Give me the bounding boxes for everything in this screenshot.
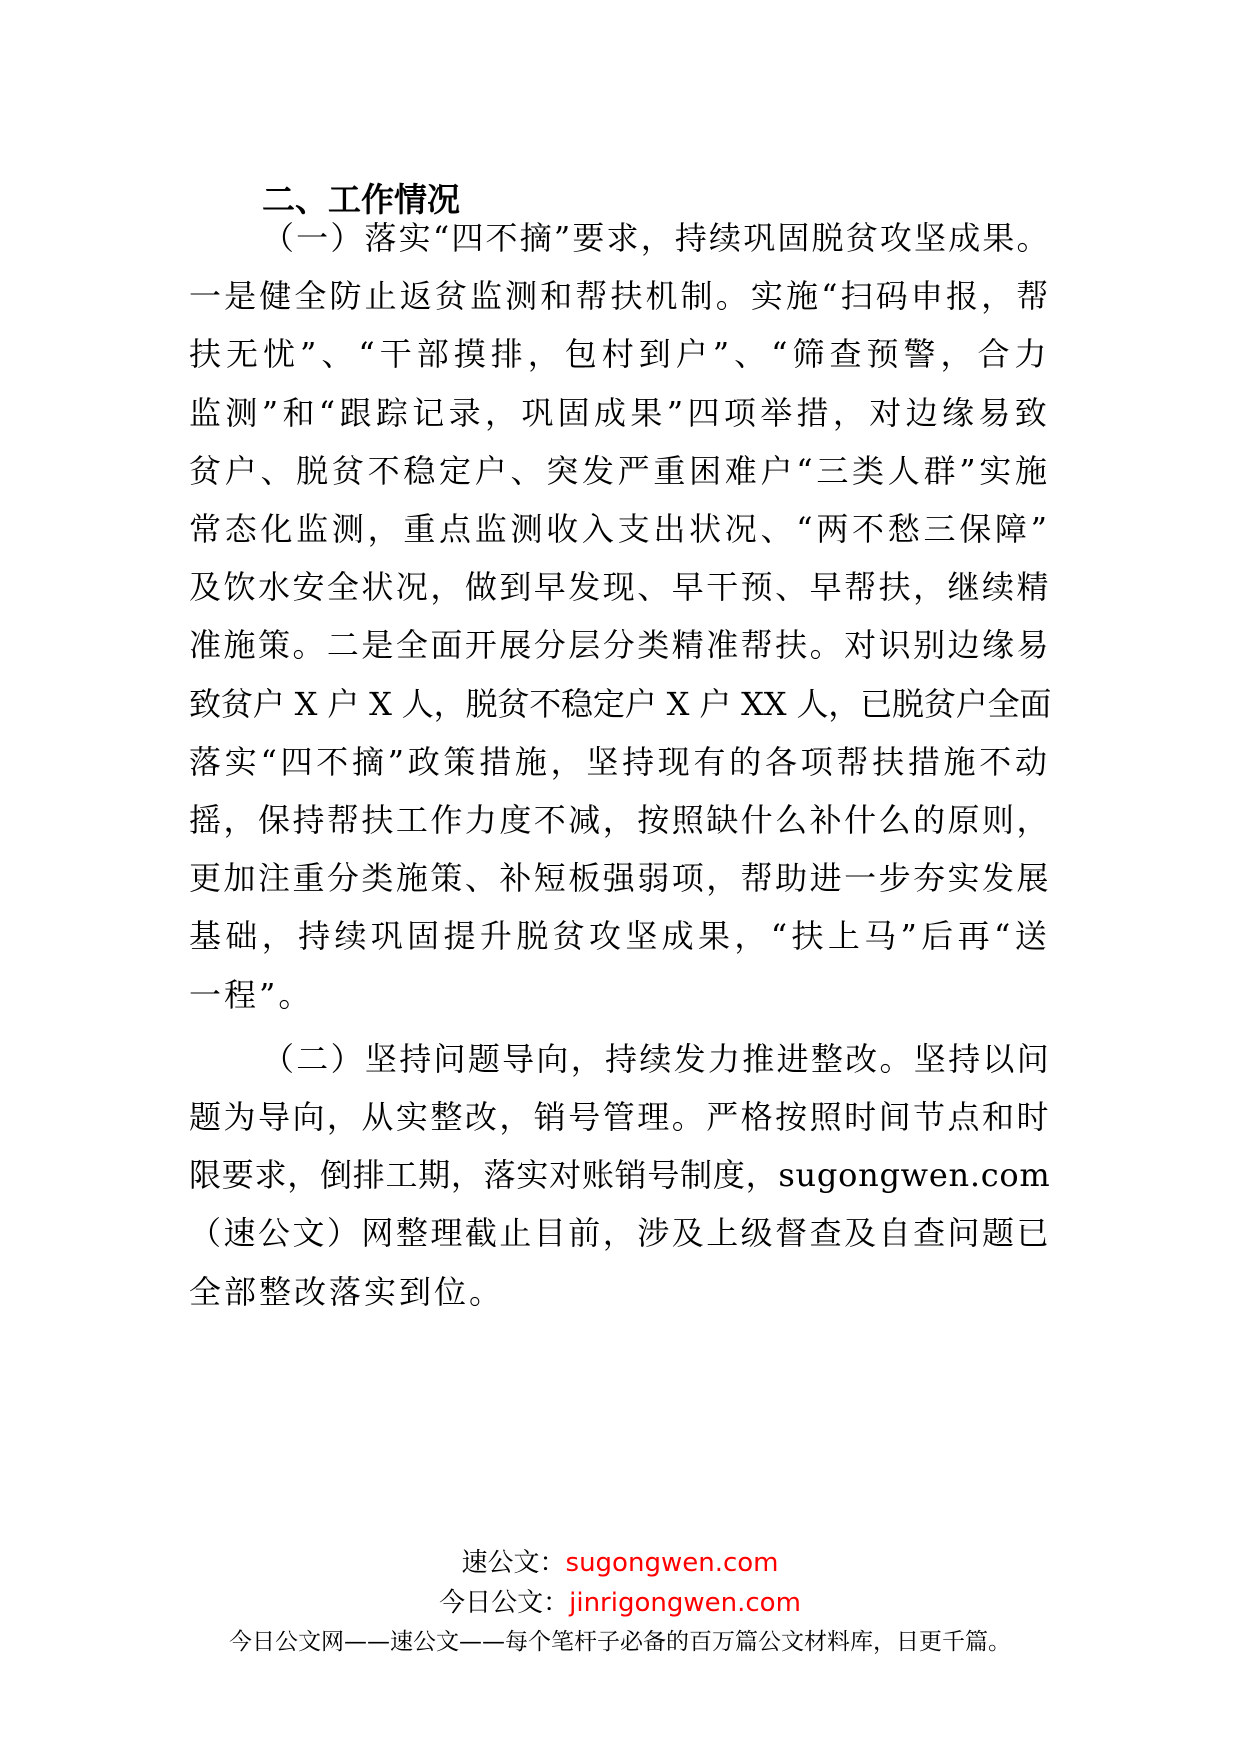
body-line: （二）坚持问题导向，持续发力推进整改。坚持以问 (262, 1039, 1052, 1078)
body-line: 监测”和“跟踪记录，巩固成果”四项举措，对边缘易致 (189, 393, 1052, 432)
footer-link-jinrigongwen[interactable]: jinrigongwen.com (569, 1588, 801, 1618)
body-line: 致贫户 X 户 X 人，脱贫不稳定户 X 户 XX 人，已脱贫户全面 (189, 684, 1052, 723)
body-line: （一）落实“四不摘”要求，持续巩固脱贫攻坚成果。 (262, 219, 1051, 257)
body-line: 更加注重分类施策、补短板强弱项，帮助进一步夯实发展 (189, 859, 1052, 898)
body-line: 一是健全防止返贫监测和帮扶机制。实施“扫码申报，帮 (189, 277, 1052, 316)
footer-jinrigongwen (0, 1585, 1240, 1621)
footer-label-sugongwen: 速公文： (461, 1548, 566, 1578)
body-line: 一程”。 (189, 975, 314, 1014)
body-line: 限要求，倒排工期，落实对账销号制度，sugongwen.com (189, 1156, 1051, 1195)
body-line: 扶无忧”、“干部摸排，包村到户”、“筛查预警，合力 (189, 335, 1052, 374)
footer-label-jinrigongwen: 今日公文： (439, 1588, 570, 1618)
body-line: 基础，持续巩固提升脱贫攻坚成果，“扶上马”后再“送 (189, 917, 1052, 956)
footer-slogan: 今日公文网——速公文——每个笔杆子必备的百万篇公文材料库，日更千篇。 (229, 1629, 1011, 1655)
body-line: （速公文）网整理截止目前，涉及上级督查及自查问题已 (189, 1214, 1052, 1253)
footer-link-sugongwen[interactable]: sugongwen.com (565, 1548, 779, 1578)
section-heading: 二、工作情况 (262, 180, 460, 219)
body-line: 常态化监测，重点监测收入支出状况、“两不愁三保障” (189, 510, 1051, 548)
body-line: 落实“四不摘”政策措施，坚持现有的各项帮扶措施不动 (189, 742, 1051, 781)
body-line: 摇，保持帮扶工作力度不减，按照缺什么补什么的原则， (189, 801, 1052, 839)
body-line: 贫户、脱贫不稳定户、突发严重困难户“三类人群”实施 (189, 451, 1051, 490)
body-line: 准施策。二是全面开展分层分类精准帮扶。对识别边缘易 (189, 626, 1052, 665)
footer-sugongwen (0, 1545, 1240, 1581)
body-line: 及饮水安全状况，做到早发现、早干预、早帮扶，继续精 (189, 568, 1052, 607)
body-line: 题为导向，从实整改，销号管理。严格按照时间节点和时 (189, 1098, 1052, 1136)
body-line: 全部整改落实到位。 (189, 1272, 505, 1311)
